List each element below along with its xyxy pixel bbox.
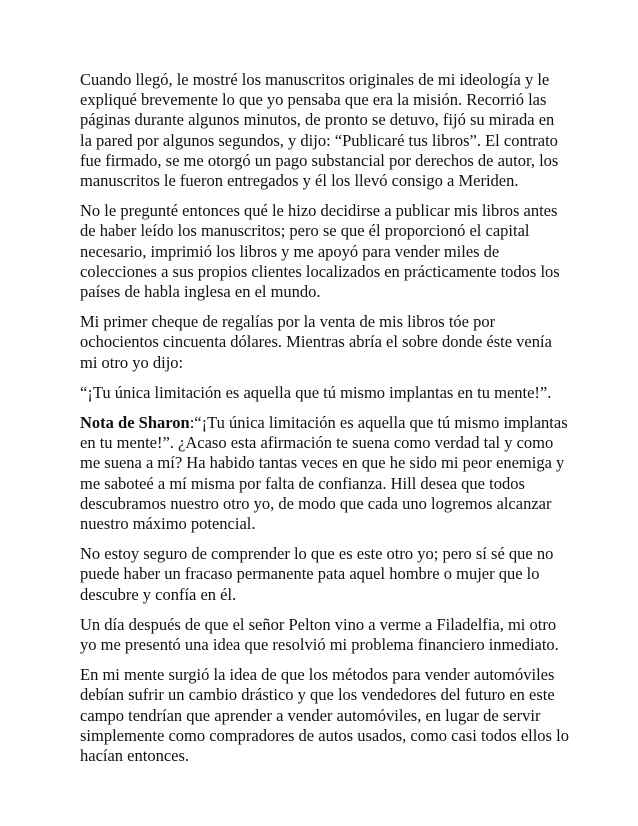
- paragraph-4-quote: “¡Tu única limitación es aquella que tú mismo implantas en tu mente!”.: [80, 382, 552, 402]
- document-body: [80, 70, 570, 776]
- paragraph-7: Un día después de que el señor Pelton vino a verme a Filadelfia, mi otro yo me presentó una idea que resolvió mi problema financiero inmediato.: [80, 614, 559, 655]
- paragraph-1: Cuando llegó, le mostré los manuscritos originales de mi ideología y le expliqué brevemente lo que yo pensaba que era la misión. Recorrió las páginas durante algunos minutos, de pronto se detuvo, fijó su mirada en la pared por algunos segundos, y dijo: “Publicaré tus libros”. El contrato fue firmado, se me otorgó un pago substancial por derechos de autor, los manuscritos le fueron entregados y él los llevó consigo a Meriden.: [80, 70, 559, 191]
- paragraph-2: No le pregunté entonces qué le hizo decidirse a publicar mis libros antes de haber leído los manuscritos; pero se que él proporcionó el capital necesario, imprimió los libros y me apoyó para vender miles de colecciones a sus propios clientes localizados en prácticamente todos los países de habla inglesa en el mundo.: [80, 201, 560, 302]
- sharon-note-label: Nota de Sharon: [80, 413, 190, 433]
- paragraph-5-sharon-note: [80, 413, 570, 534]
- paragraph-6: No estoy seguro de comprender lo que es este otro yo; pero sí sé que no puede haber un fracaso permanente pata aquel hombre o mujer que lo descubre y confía en él.: [80, 544, 554, 604]
- sharon-note-text: :“¡Tu única limitación es aquella que tú mismo implantas en tu mente!”. ¿Acaso esta afirmación te suena como verdad tal y como me suena a mí? Ha habido tantas veces en que he sido mi peor enemiga y me saboteé a mí misma por falta de confianza. Hill desea que todos descubramos nuestro otro yo, de modo que cada uno logremos alcanzar nuestro máximo potencial.: [80, 413, 568, 534]
- paragraph-8: En mi mente surgió la idea de que los métodos para vender automóviles debían sufrir un cambio drástico y que los vendedores del futuro en este campo tendrían que aprender a vender automóviles, en lugar de servir simplemente como compradores de autos usados, como casi todos ellos lo hacían entonces.: [80, 665, 569, 766]
- paragraph-3: Mi primer cheque de regalías por la venta de mis libros tóe por ochocientos cincuenta dólares. Mientras abría el sobre donde éste venía mi otro yo dijo:: [80, 312, 552, 372]
